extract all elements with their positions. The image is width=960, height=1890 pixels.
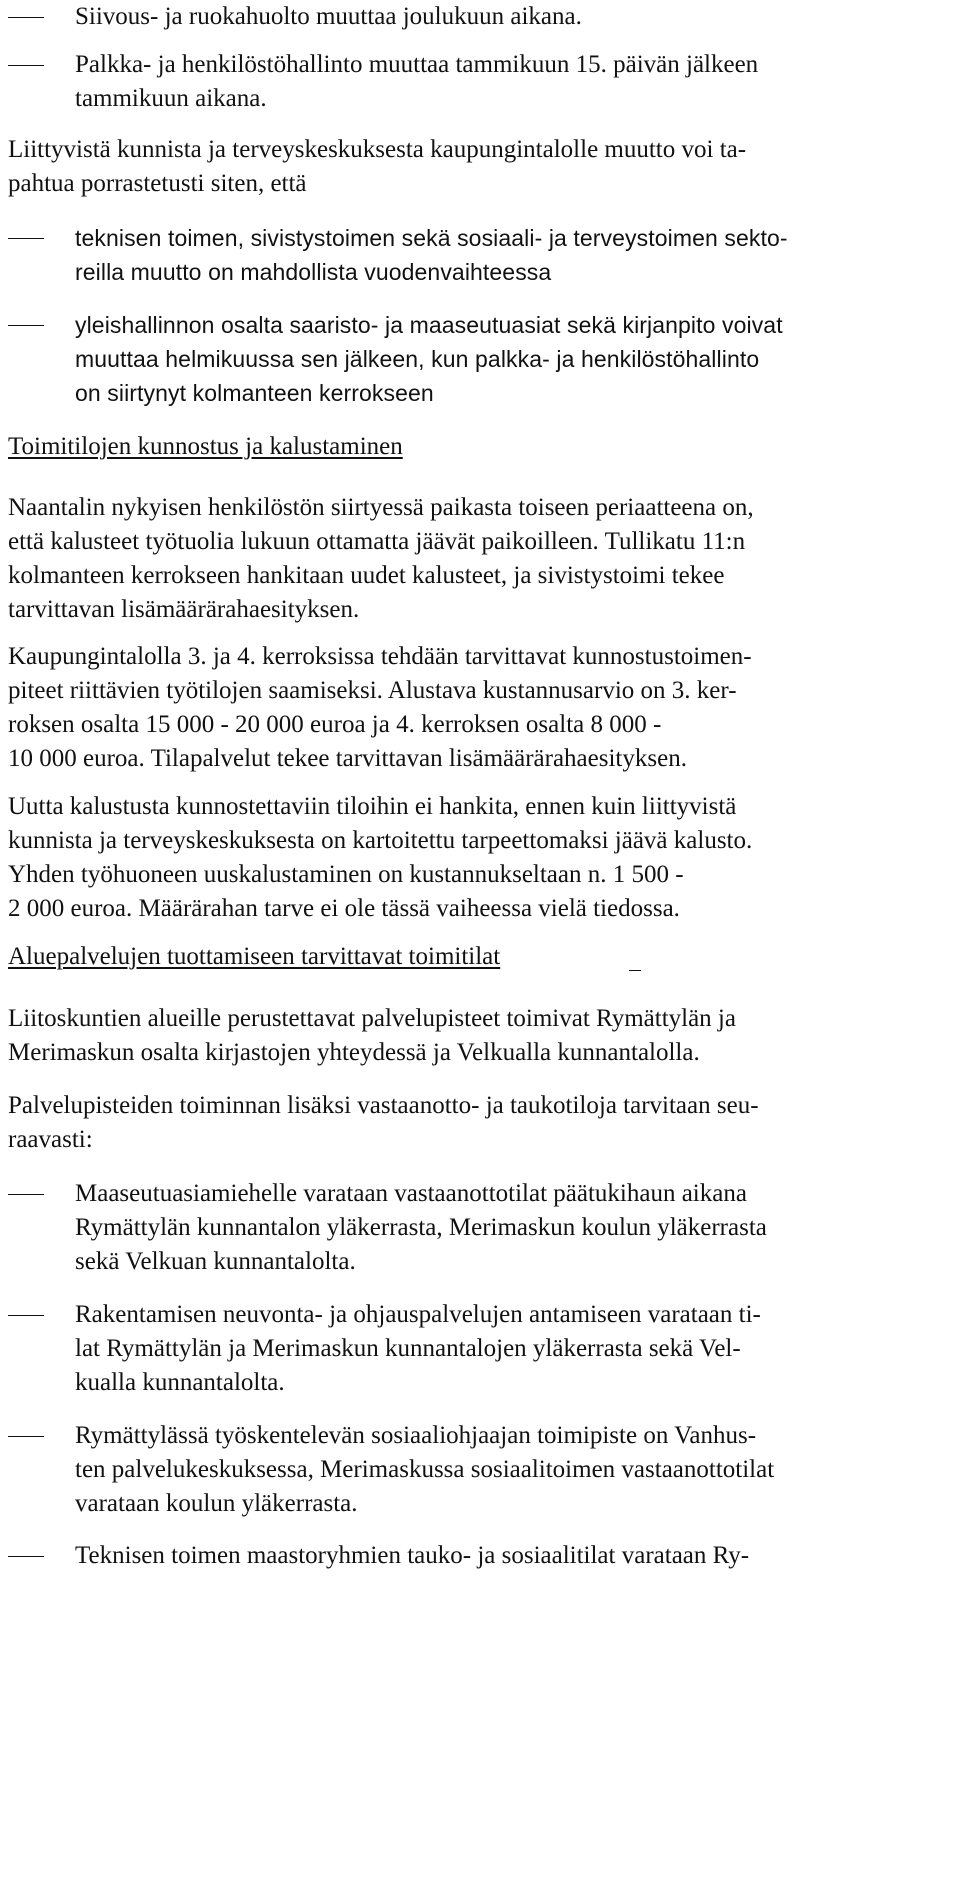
- section-heading: Toimitilojen kunnostus ja kalustaminen: [8, 433, 403, 460]
- list-item-text: teknisen toimen, sivistystoimen sekä sosiaali- ja terveystoimen sekto- reilla muutto on mahdollista vuodenvaihteessa: [75, 225, 788, 285]
- paragraph: Naantalin nykyisen henkilöstön siirtyessä paikasta toiseen periaatteena on, että kalusteet työtuolia lukuun ottamatta jäävät paikoilleen. Tullikatu 11:n kolmanteen kerrokseen hankitaan uudet kalusteet, ja sivistystoimi tekee tarvittavan lisämäärärahaesityksen.: [8, 494, 754, 623]
- paragraph: Liitoskuntien alueille perustettavat palvelupisteet toimivat Rymättylän ja Merimaskun osalta kirjastojen yhteydessä ja Velkualla kunnantalolla.: [8, 1005, 736, 1066]
- dash-bullet-icon: [8, 17, 44, 18]
- dash-bullet-icon: [8, 1194, 44, 1195]
- section-heading: Aluepalvelujen tuottamiseen tarvittavat toimitilat: [8, 943, 501, 970]
- paragraph: Uutta kalustusta kunnostettaviin tiloihin ei hankita, ennen kuin liittyvistä kunnista ja terveyskeskuksesta on kartoitettu tarpeettomaksi jäävä kalusto. Yhden työhuoneen uuskalustaminen on kustannukseltaan n. 1 500 - 2 000 euroa. Määrärahan tarve ei ole tässä vaiheessa vielä tiedossa.: [8, 793, 753, 922]
- underline-mark: [629, 970, 641, 971]
- dash-bullet-icon: [8, 325, 44, 326]
- dash-bullet-icon: [8, 65, 44, 66]
- list-item-text: Rymättylässä työskentelevän sosiaaliohjaajan toimipiste on Vanhus- ten palvelukeskuksessa, Merimaskussa sosiaalitoimen vastaanottotilat varataan koulun yläkerrasta.: [75, 1422, 775, 1517]
- intro-paragraph: Liittyvistä kunnista ja terveyskeskuksesta kaupungintalolle muutto voi ta- pahtua porrastetusti siten, että: [8, 136, 747, 197]
- dash-bullet-icon: [8, 1436, 44, 1437]
- list-item: [8, 0, 942, 34]
- list-item: [8, 1539, 942, 1573]
- list-item-text: Siivous- ja ruokahuolto muuttaa joulukuun aikana.: [75, 3, 582, 30]
- list-item-text: Teknisen toimen maastoryhmien tauko- ja sosiaalitilat varataan Ry-: [75, 1542, 750, 1569]
- paragraph: Palvelupisteiden toiminnan lisäksi vastaanotto- ja taukotiloja tarvitaan seu- raavasti:: [8, 1092, 759, 1153]
- list-item-text: Palkka- ja henkilöstöhallinto muuttaa tammikuun 15. päivän jälkeen tammikuun aikana.: [75, 51, 759, 112]
- dash-bullet-icon: [8, 1556, 44, 1557]
- list-item: [8, 1177, 942, 1279]
- list-item: [8, 221, 942, 289]
- list-item: [8, 1419, 942, 1521]
- list-item: [8, 308, 942, 410]
- list-item-text: Maaseutuasiamiehelle varataan vastaanottotilat päätukihaun aikana Rymättylän kunnantalon yläkerrasta, Merimaskun koulun yläkerrasta sekä Velkuan kunnantalolta.: [75, 1180, 767, 1275]
- paragraph: Kaupungintalolla 3. ja 4. kerroksissa tehdään tarvittavat kunnostustoimen- piteet riittävien työtilojen saamiseksi. Alustava kustannusarvio on 3. ker- roksen osalta 15 000 - 20 000 euroa ja 4. kerroksen osalta 8 000 - 10 000 euroa. Tilapalvelut tekee tarvittavan lisämäärärahaesityksen.: [8, 643, 752, 772]
- dash-bullet-icon: [8, 1315, 44, 1316]
- list-item: [8, 48, 942, 116]
- list-item-text: yleishallinnon osalta saaristo- ja maaseutuasiat sekä kirjanpito voivat muuttaa helmikuussa sen jälkeen, kun palkka- ja henkilöstöhallinto on siirtynyt kolmanteen kerrokseen: [75, 312, 783, 406]
- list-item-text: Rakentamisen neuvonta- ja ohjauspalvelujen antamiseen varataan ti- lat Rymättylän ja Merimaskun kunnantalojen yläkerrasta sekä Vel- kualla kunnantalolta.: [75, 1301, 761, 1396]
- dash-bullet-icon: [8, 238, 44, 239]
- list-item: [8, 1298, 942, 1400]
